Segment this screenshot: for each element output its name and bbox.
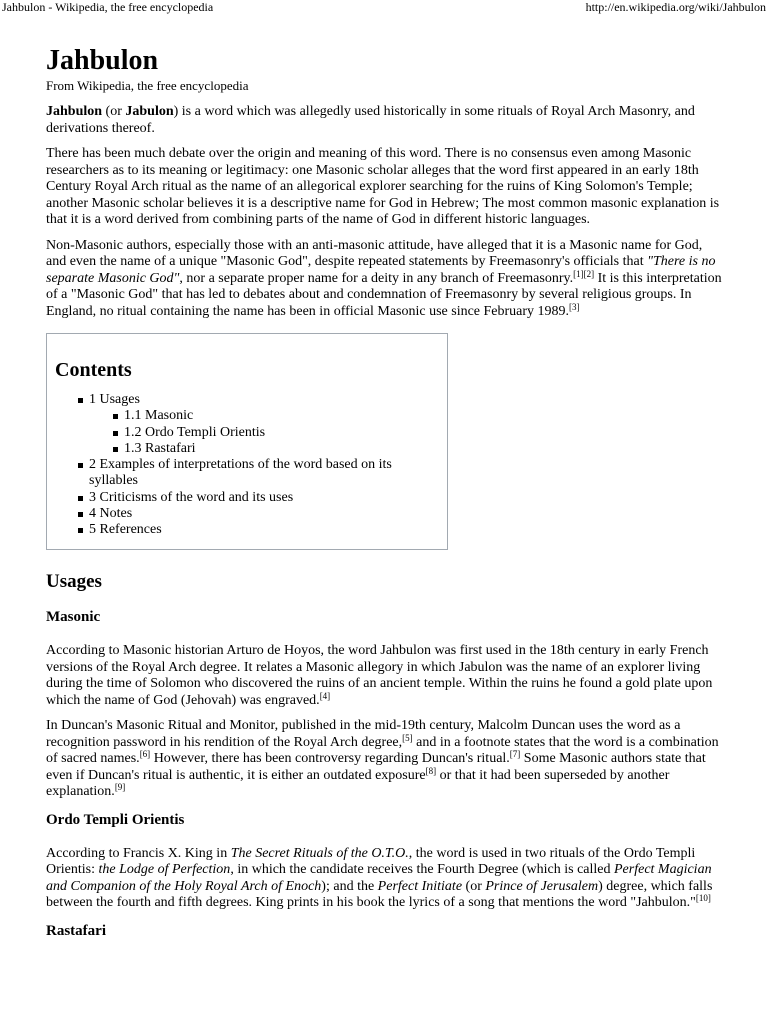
ref-link-1[interactable]: [1] [573,268,584,279]
toc-item-label[interactable]: 5 References [89,522,162,538]
oto-ritual-2: Perfect Magician and Companion of the Holy Royal Arch of Enoch [46,862,712,894]
toc-item-label[interactable]: 3 Criticisms of the word and its uses [89,489,294,505]
section-heading-usages: Usages [46,571,102,592]
oto-text-d: ); and the [321,878,378,894]
ref-link-8[interactable]: [8] [425,765,437,776]
table-of-contents [46,333,448,550]
ref-link-9[interactable]: [9] [114,782,126,792]
toc-list [55,392,439,539]
non-masonic-paragraph [46,238,722,321]
intro-paragraph [46,104,722,137]
ref-link-10[interactable]: [10] [695,893,711,903]
toc-item-label[interactable]: 2 Examples of interpretations of the word based on its syllables [89,457,392,489]
masonic-paragraph-1 [46,643,722,709]
toc-item-criticisms[interactable] [55,490,439,506]
oto-text-c: , in which the candidate receives the Fourth Degree (which is called [230,862,614,877]
toc-title: Contents [55,359,132,381]
oto-text-a: According to Francis X. King in [46,845,231,861]
article-content [46,44,722,957]
ref-link-3[interactable]: [3] [569,301,580,312]
toc-item-label[interactable]: 1 Usages [89,392,140,407]
masonic-text-1: According to Masonic historian Arturo de Hoyos, the word Jahbulon was first used in the 18th century in early French versions of the Royal Arch degree. It relates a Masonic allegory in which Jabulon was the name of an explorer living during the time of Solomon who discovered the ruins of an ancient temple. Within the ruins he found a gold plate upon which the name of God (Jehovah) was engraved. [46,643,713,708]
oto-paragraph [46,846,722,912]
intro-text-or: (or [102,104,126,119]
oto-book-title: The Secret Rituals of the O.T.O. [230,845,409,861]
p3-text-a: Non-Masonic authors, especially those with an anti-masonic attitude, have alleged that it is a Masonic name for God, and even the name of a unique "Masonic God", despite repeated statements by Freemasonry's officials that [46,237,703,269]
ref-link-4[interactable]: [4] [319,690,331,701]
page-url[interactable]: http://en.wikipedia.org/wiki/Jahbulon [585,0,766,14]
section-heading-masonic: Masonic [46,609,101,625]
oto-text-e: (or [462,878,486,894]
masonic-text-2c: However, there has been controversy regarding Duncan's ritual. [150,751,510,766]
ref-link-2[interactable]: [2] [583,268,595,279]
p3-text-c: It is this interpretation of a "Masonic God" that has led to debates about and condemnation of Freemasonry by several religious groups. In England, no ritual containing the name has been in official Masonic use since February 1989. [46,270,722,319]
oto-text-f: ) degree, which falls between the fourth and fifth degrees. King prints in his book the lyrics of a song that mentions the word "Jahbulon." [46,878,713,910]
masonic-text-2d: Some Masonic authors state that even if Duncan's ritual is authentic, it is either an outdated exposure [46,751,706,783]
oto-text-b: , the word is used in two rituals of the Ordo Templi Orientis: [46,845,696,877]
toc-item-references[interactable] [55,522,439,538]
oto-ritual-1: the Lodge of Perfection [98,862,231,877]
intro-term-1: Jahbulon [46,104,103,119]
masonic-text-2e: or that it had been superseded by another explanation. [46,767,670,799]
toc-item-label[interactable]: 1.2 Ordo Templi Orientis [124,424,266,440]
toc-item-label[interactable]: 4 Notes [89,506,133,522]
oto-ritual-4: Prince of Jerusalem [485,878,599,894]
section-heading-oto: Ordo Templi Orientis [46,811,185,828]
toc-item-examples[interactable] [55,457,439,490]
ref-link-5[interactable]: [5] [402,732,413,743]
toc-item-label[interactable]: 1.3 Rastafari [124,440,196,456]
masonic-text-2b: and in a footnote states that the word is a combination of sacred names. [46,734,719,766]
toc-item-notes[interactable] [55,506,439,522]
page-title-header: Jahbulon - Wikipedia, the free encyclopedia [2,0,214,14]
toc-item-ordo-templi-orientis[interactable] [89,425,439,441]
masonic-text-2a: In Duncan's Masonic Ritual and Monitor, published in the mid-19th century, Malcolm Duncan uses the word as a recognition password in his rendition of the Royal Arch degree, [46,718,681,750]
section-heading-rastafari: Rastafari [46,922,106,939]
origin-paragraph: There has been much debate over the origin and meaning of this word. There is no consensus even among Masonic researchers as to its meaning or legitimacy: one Masonic scholar alleges that the word first appeared in an early 18th Century Royal Arch ritual as the name of an allegorical explorer searching for the ruins of King Solomon's Temple; another Masonic scholar believes it is a descriptive name for God in Hebrew; The most common masonic explanation is that it is a word derived from combining parts of the name of God in different historic languages. [46,146,720,227]
oto-ritual-3: Perfect Initiate [377,878,463,894]
intro-text: ) is a word which was allegedly used historically in some rituals of Royal Arch Masonry, and derivations thereof. [46,104,695,136]
intro-term-2: Jabulon [125,104,174,119]
toc-item-masonic[interactable] [89,408,439,424]
article-subtitle: From Wikipedia, the free encyclopedia [46,78,249,93]
ref-link-6[interactable]: [6] [139,749,151,759]
masonic-paragraph-2 [46,718,722,801]
toc-sublist [89,408,439,457]
print-header [0,0,768,16]
toc-item-label[interactable]: 1.1 Masonic [124,408,194,424]
p3-quote: "There is no separate Masonic God" [46,254,716,286]
toc-item-rastafari[interactable] [89,441,439,457]
article-title: Jahbulon [46,45,159,76]
p3-text-b: , nor a separate proper name for a deity in any branch of Freemasonry. [179,270,574,286]
ref-link-7[interactable]: [7] [509,749,521,759]
toc-item-usages[interactable] [55,392,439,457]
